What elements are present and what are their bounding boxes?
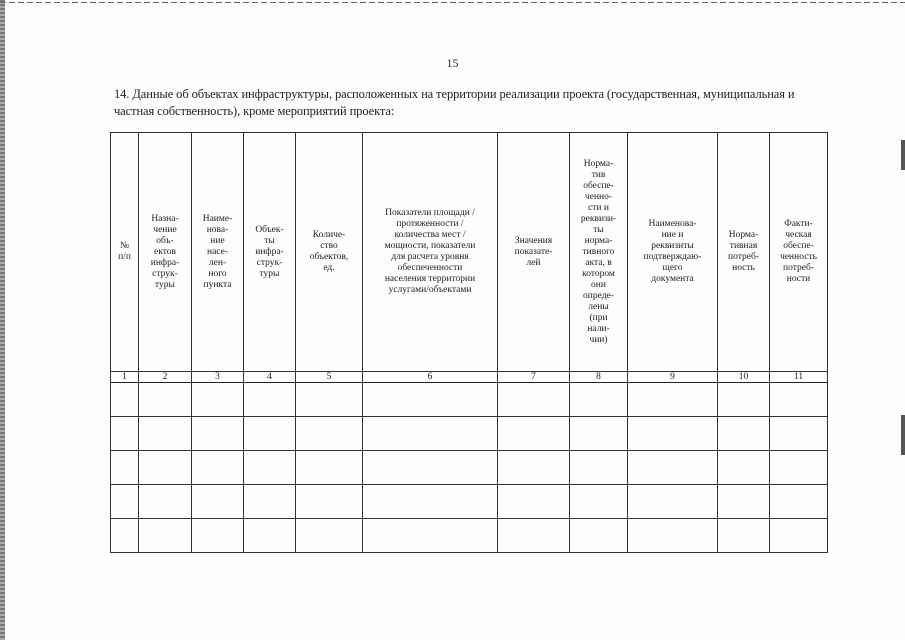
column-number-row bbox=[111, 372, 828, 383]
column-number: 9 bbox=[628, 372, 718, 383]
col-header-purpose: Назна- чение объ- ектов инфра- струк- туры bbox=[139, 133, 192, 372]
table-cell bbox=[570, 519, 628, 553]
table-cell bbox=[244, 417, 296, 451]
table-row bbox=[111, 417, 828, 451]
table-cell bbox=[111, 417, 139, 451]
table-row bbox=[111, 485, 828, 519]
col-header-norm-need: Норма- тивная потреб- ность bbox=[718, 133, 770, 372]
table-cell bbox=[139, 451, 192, 485]
table-cell bbox=[111, 383, 139, 417]
table-cell bbox=[244, 519, 296, 553]
col-header-settlement: Наиме- нова- ние насе- лен- ного пункта bbox=[192, 133, 244, 372]
table-cell bbox=[244, 485, 296, 519]
col-header-norm: Норма- тив обеспе- ченно- сти и реквизи- ты норма- тивного акта, в котором они опреде- лены (при нали- чии) bbox=[570, 133, 628, 372]
column-number: 7 bbox=[498, 372, 570, 383]
table-cell bbox=[192, 485, 244, 519]
column-number: 11 bbox=[770, 372, 828, 383]
table-cell bbox=[192, 519, 244, 553]
table-cell bbox=[296, 417, 363, 451]
table-cell bbox=[628, 519, 718, 553]
table-cell bbox=[192, 417, 244, 451]
table-cell bbox=[770, 485, 828, 519]
table-cell bbox=[718, 451, 770, 485]
table-cell bbox=[363, 485, 498, 519]
scan-right-mark bbox=[901, 140, 905, 170]
table-row bbox=[111, 383, 828, 417]
table-cell bbox=[570, 485, 628, 519]
table-cell bbox=[192, 451, 244, 485]
table-cell bbox=[498, 417, 570, 451]
table-cell bbox=[139, 519, 192, 553]
table-cell bbox=[628, 417, 718, 451]
table-cell bbox=[498, 383, 570, 417]
table-cell bbox=[628, 485, 718, 519]
column-number: 2 bbox=[139, 372, 192, 383]
col-header-document: Наименова- ние и реквизиты подтверждаю- щего документа bbox=[628, 133, 718, 372]
scan-right-mark bbox=[901, 415, 905, 455]
column-number: 1 bbox=[111, 372, 139, 383]
col-header-num: № п/п bbox=[111, 133, 139, 372]
table-cell bbox=[244, 451, 296, 485]
table-cell bbox=[498, 451, 570, 485]
table-cell bbox=[139, 485, 192, 519]
table-cell bbox=[111, 451, 139, 485]
column-number: 10 bbox=[718, 372, 770, 383]
scan-top-rule bbox=[0, 2, 905, 3]
table-cell bbox=[718, 383, 770, 417]
table-cell bbox=[498, 519, 570, 553]
section-heading: 14. Данные об объектах инфраструктуры, расположенных на территории реализации проекта (государственная, муниципальная и частная собственность), кроме мероприятий проекта: bbox=[114, 87, 795, 118]
table-cell bbox=[139, 383, 192, 417]
table-cell bbox=[570, 383, 628, 417]
table-cell bbox=[296, 383, 363, 417]
column-number: 4 bbox=[244, 372, 296, 383]
table-cell bbox=[296, 485, 363, 519]
table-cell bbox=[770, 519, 828, 553]
table-row bbox=[111, 519, 828, 553]
table-cell bbox=[570, 417, 628, 451]
scan-left-edge bbox=[0, 0, 5, 640]
col-header-values: Значения показате- лей bbox=[498, 133, 570, 372]
table-cell bbox=[192, 383, 244, 417]
table-cell bbox=[363, 451, 498, 485]
table-cell bbox=[770, 417, 828, 451]
page-number: 15 bbox=[446, 56, 459, 70]
table-cell bbox=[296, 451, 363, 485]
table-cell bbox=[570, 451, 628, 485]
table-row bbox=[111, 451, 828, 485]
infrastructure-table bbox=[110, 132, 828, 553]
col-header-indicators: Показатели площади / протяженности / количества мест / мощности, показатели для расчета уровня обеспеченности населения территории услугами/объектами bbox=[363, 133, 498, 372]
col-header-actual: Факти- ческая обеспе- ченность потреб- ности bbox=[770, 133, 828, 372]
table-cell bbox=[718, 519, 770, 553]
empty-rows bbox=[111, 383, 828, 553]
table-cell bbox=[628, 383, 718, 417]
table-cell bbox=[498, 485, 570, 519]
table-cell bbox=[770, 451, 828, 485]
table-cell bbox=[770, 383, 828, 417]
table-cell bbox=[296, 519, 363, 553]
column-number: 5 bbox=[296, 372, 363, 383]
table-cell bbox=[244, 383, 296, 417]
table-cell bbox=[363, 383, 498, 417]
table-cell bbox=[363, 417, 498, 451]
header-row bbox=[111, 133, 828, 372]
col-header-count: Количе- ство объектов, ед. bbox=[296, 133, 363, 372]
column-number: 3 bbox=[192, 372, 244, 383]
table-cell bbox=[628, 451, 718, 485]
column-number: 6 bbox=[363, 372, 498, 383]
column-number: 8 bbox=[570, 372, 628, 383]
table-cell bbox=[139, 417, 192, 451]
col-header-objects: Объек- ты инфра- струк- туры bbox=[244, 133, 296, 372]
table-cell bbox=[718, 485, 770, 519]
table-cell bbox=[111, 485, 139, 519]
infrastructure-table-wrapper bbox=[110, 132, 828, 553]
table-cell bbox=[111, 519, 139, 553]
table-cell bbox=[718, 417, 770, 451]
table-cell bbox=[363, 519, 498, 553]
